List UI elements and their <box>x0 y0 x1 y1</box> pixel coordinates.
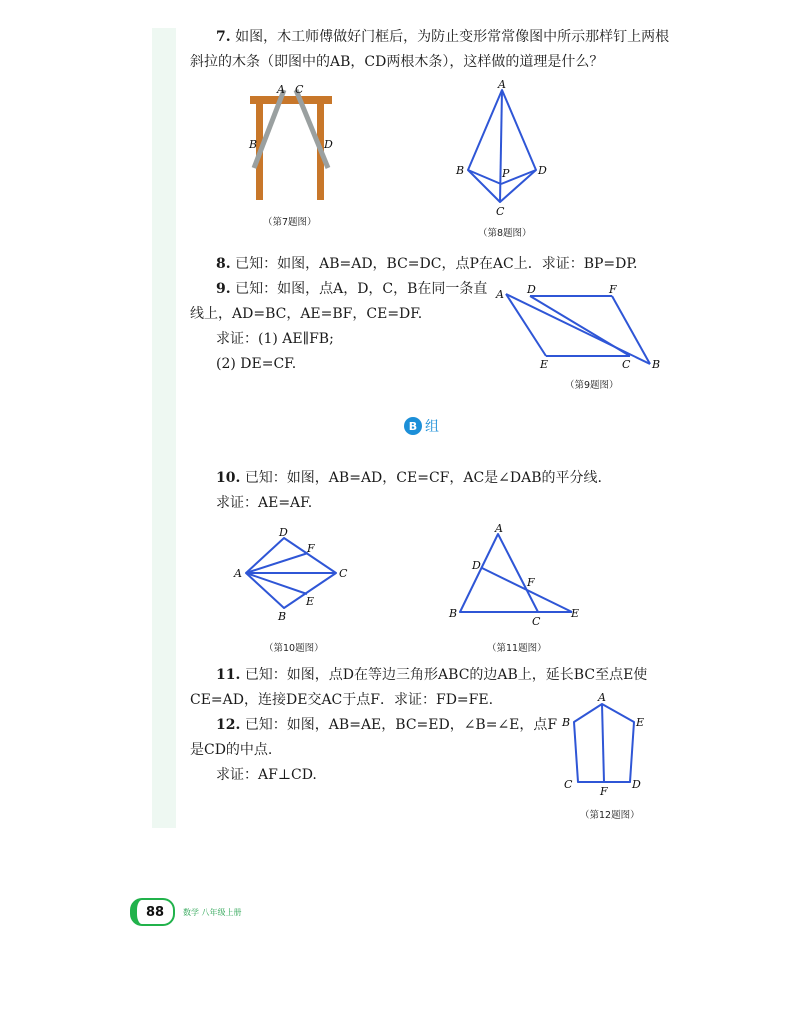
problem-7-number: 7. <box>216 29 231 45</box>
label-b: B <box>562 716 571 729</box>
problem-10-line1: 10. 已知：如图，AB=AD，CE=CF，AC是∠DAB的平分线. <box>216 470 602 486</box>
label-e: E <box>571 607 580 620</box>
label-d: D <box>324 138 333 151</box>
caption-fig9: （第9题图） <box>565 380 619 391</box>
problem-12-line1: 12. 已知：如图，AB=AE，BC=ED，∠B=∠E，点F <box>216 717 558 733</box>
label-c: C <box>295 83 304 96</box>
problem-9-line2: 线上，AD=BC，AE=BF，CE=DF. <box>190 306 423 322</box>
page-footer <box>130 899 242 925</box>
figure-9 <box>494 284 664 374</box>
label-e: E <box>636 716 645 729</box>
figure-8 <box>450 78 550 220</box>
label-d: D <box>472 559 481 572</box>
label-c: C <box>496 205 505 218</box>
label-a: A <box>496 288 504 301</box>
problem-12-number: 12. <box>216 717 241 733</box>
caption-fig12: （第12题图） <box>580 810 640 821</box>
label-f: F <box>609 284 617 296</box>
label-d: D <box>279 526 288 539</box>
problem-9-line3: 求证：(1) AE∥FB; <box>216 331 334 347</box>
section-b-text: 组 <box>425 419 439 435</box>
problem-9-line4: (2) DE=CF. <box>216 356 297 372</box>
figure-10 <box>230 526 354 624</box>
page-number: 88 <box>130 898 175 926</box>
label-d: D <box>538 164 547 177</box>
label-a: A <box>598 691 606 704</box>
problem-10-line2: 求证：AE=AF. <box>216 495 313 511</box>
label-b: B <box>652 358 661 371</box>
section-b-heading <box>404 415 439 437</box>
problem-12-line3: 求证：AF⊥CD. <box>216 767 317 783</box>
label-a: A <box>498 78 506 91</box>
problem-9-line1: 9. 已知：如图，点A，D，C，B在同一条直 <box>216 281 488 297</box>
problem-11-line1: 11. 已知：如图，点D在等边三角形ABC的边AB上，延长BC至点E使 <box>216 667 648 683</box>
label-f: F <box>600 785 608 798</box>
problem-7-line1: 7. 如图，木工师傅做好门框后，为防止变形常常像图中所示那样钉上两根 <box>216 29 670 45</box>
figure-11 <box>444 520 590 628</box>
figure-7-door-frame <box>240 82 340 204</box>
label-e: E <box>540 358 549 371</box>
problem-8: 8. 已知：如图，AB=AD，BC=DC，点P在AC上．求证：BP=DP. <box>216 256 638 272</box>
problem-12-line2: 是CD的中点. <box>190 742 273 758</box>
caption-fig10: （第10题图） <box>264 643 324 654</box>
label-b: B <box>456 164 465 177</box>
caption-fig11: （第11题图） <box>487 643 547 654</box>
label-c: C <box>339 567 348 580</box>
footer-book-title: 数学 八年级上册 <box>183 907 242 917</box>
label-d: D <box>632 778 641 791</box>
label-e: E <box>306 595 315 608</box>
caption-fig7: （第7题图） <box>263 217 317 228</box>
label-b: B <box>278 610 287 623</box>
label-b: B <box>249 138 258 151</box>
problem-10-number: 10. <box>216 470 241 486</box>
caption-fig8: （第8题图） <box>478 228 532 239</box>
problem-7-line2: 斜拉的木条（即图中的AB，CD两根木条），这样做的道理是什么？ <box>190 54 604 70</box>
label-c: C <box>564 778 573 791</box>
label-c: C <box>622 358 631 371</box>
label-f: F <box>307 542 315 555</box>
figure-12 <box>560 690 650 798</box>
problem-9-number: 9. <box>216 281 231 297</box>
section-b-badge: B <box>404 417 422 435</box>
problem-11-line2: CE=AD，连接DE交AC于点F．求证：FD=FE. <box>190 692 494 708</box>
label-a: A <box>277 83 285 96</box>
problem-11-number: 11. <box>216 667 241 683</box>
label-a: A <box>495 522 503 535</box>
label-c: C <box>532 615 541 628</box>
problem-8-number: 8. <box>216 256 231 272</box>
label-f: F <box>527 576 535 589</box>
label-d: D <box>527 284 536 296</box>
label-b: B <box>449 607 458 620</box>
label-p: P <box>502 167 510 180</box>
label-a: A <box>234 567 242 580</box>
margin-strip <box>152 28 176 828</box>
frame-top-beam <box>250 96 332 104</box>
